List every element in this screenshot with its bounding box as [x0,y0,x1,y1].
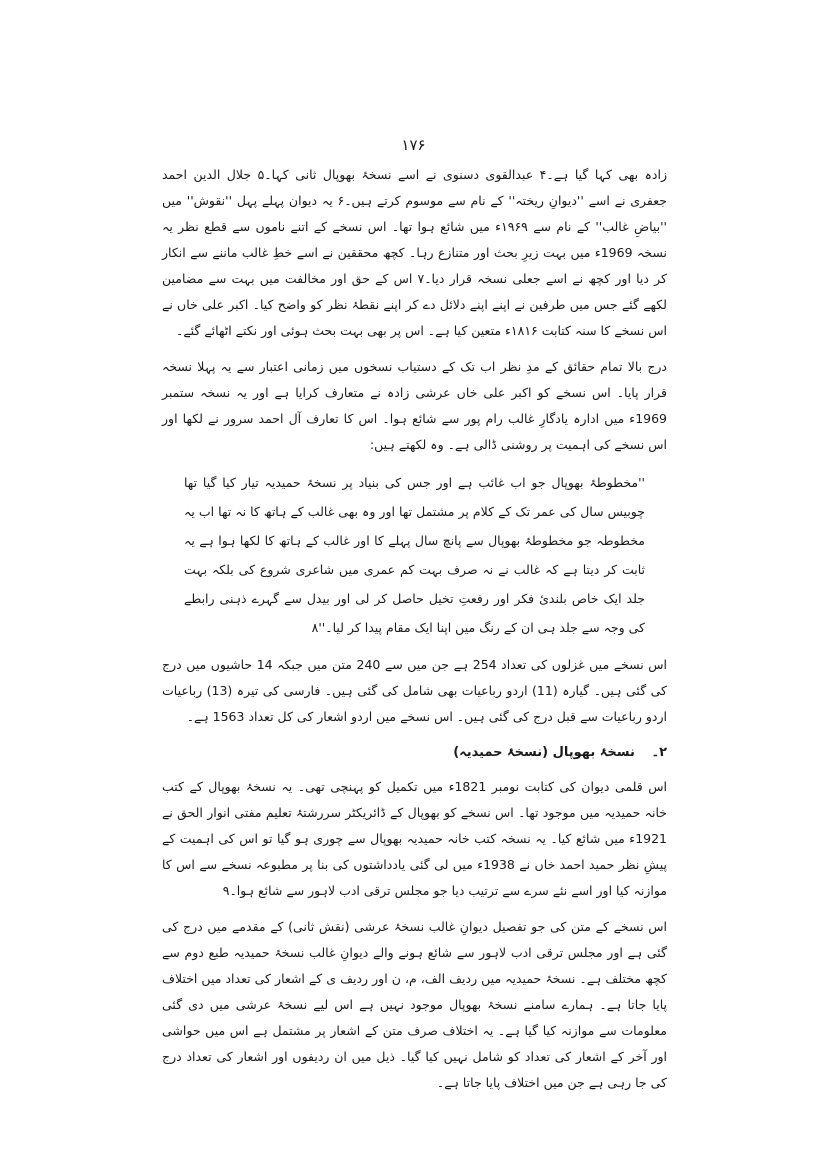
page-number: ۱۷۶ [401,136,426,154]
section-number: ۲۔ [651,745,667,760]
section-heading [162,740,667,766]
paragraph: درج بالا تمام حقائق کے مدِ نظر اب تک کے دستیاب نسخوں میں زمانی اعتبار سے یہ پہلا نسخہ قرار پایا۔ اس نسخے کو اکبر علی خاں عرشی زادہ نے متعارف کرایا ہے اور یہ نسخہ ستمبر 1969ء میں ادارہ یادگارِ غالب رام پور سے شائع ہوا۔ اس کا تعارف آل احمد سرور نے لکھا اور اس نسخے کی اہمیت پر روشنی ڈالی ہے۔ وہ لکھتے ہیں: [162,359,667,452]
page-body [162,162,667,1106]
paragraph: اس نسخے میں غزلوں کی تعداد 254 ہے جن میں سے 240 متن میں جبکہ 14 حاشیوں میں درج کی گئی ہیں۔ گیارہ (11) اردو رباعیات بھی شامل کی گئی ہیں۔ فارسی کی تیرہ (13) رباعیات اردو رباعیات سے قبل درج کی گئی ہیں۔ اس نسخے میں اردو اشعار کی کل تعداد 1563 ہے۔ [162,657,668,724]
block-quote: ''مخطوطۂ بھوپال جو اب غائب ہے اور جس کی بنیاد پر نسخۂ حمیدیہ تیار کیا گیا تھا چوبیس سال کی عمر تک کے کلام پر مشتمل تھا اور وہ بھی غالب کے ہاتھ کا نہ تھا اب یہ مخطوطہ جو مخطوطۂ بھوپال سے پانچ سال پہلے کا اور غالب کے ہاتھ کا لکھا ہوا ہے یہ ثابت کر دیتا ہے کہ غالب نے نہ صرف بہت کم عمری میں شاعری شروع کی بلکہ بہت جلد ایک خاص بلندیٔ فکر اور رفعتِ تخیل حاصل کر لی اور بیدل سے گہرے ذہنی رابطے کی وجہ سے جلد ہی ان کے رنگ میں اپنا ایک مقام پیدا کر لیا۔''۸ [184,475,645,635]
section-title: نسخۂ بھوپال (نسخۂ حمیدیہ) [453,745,635,760]
paragraph: اس نسخے کے متن کی جو تفصیل دیوانِ غالب نسخۂ عرشی (نقش ثانی) کے مقدمے میں درج کی گئی ہے اور مجلس ترقی ادب لاہور سے شائع ہونے والے دیوانِ غالب نسخۂ حمیدیہ طبع دوم سے کچھ مختلف ہے۔ نسخۂ حمیدیہ میں ردیف الف، م، ن اور ردیف ی کے اشعار کی تعداد میں اختلاف پایا جاتا ہے۔ ہمارے سامنے نسخۂ بھوپال موجود نہیں ہے اس لیے نسخۂ عرشی میں دی گئی معلومات سے موازنہ کیا گیا ہے۔ یہ اختلاف صرف متن کے اشعار پر مشتمل ہے اس میں حواشی اور آخر کے اشعار کی تعداد کو شامل نہیں کیا گیا۔ ذیل میں ان ردیفوں اور اشعار کی تعداد درج کی جا رہی ہے جن میں اختلاف پایا جاتا ہے۔ [162,919,667,1090]
paragraph: زادہ بھی کہا گیا ہے۔۴ عبدالقوی دسنوی نے اسے نسخۂ بھوپال ثانی کہا۔۵ جلال الدین احمد جعفری نے اسے ''دیوانِ ریختہ'' کے نام سے موسوم کرتے ہیں۔۶ یہ دیوان پہلے پہل ''نقوش'' میں ''بیاضِ غالب'' کے نام سے ۱۹۶۹ء میں شائع ہوا تھا۔ اس نسخے کے اتنے ناموں سے قطع نظر یہ نسخہ 1969ء میں بہت زیرِ بحث اور متنازع رہا۔ کچھ محققین نے اسے خطِ غالب ماننے سے انکار کر دیا اور کچھ نے اسے جعلی نسخہ قرار دیا۔۷ اس کے حق اور مخالفت میں بہت سے مضامین لکھے گئے جس میں طرفین نے اپنے اپنے دلائل دے کر اپنے نقطۂ نظر کو واضح کیا۔ اکبر علی خاں نے اس نسخے کا سنہ کتابت ۱۸۱۶ء متعین کیا ہے۔ اس پر بھی بہت بحث ہوئی اور نکتے اٹھائے گئے۔ [162,167,667,338]
paragraph: اس قلمی دیوان کی کتابت نومبر 1821ء میں تکمیل کو پہنچی تھی۔ یہ نسخۂ بھوپال کے کتب خانہ حمیدیہ میں موجود تھا۔ اس نسخے کو بھوپال کے ڈائریکٹر سررشتۂ تعلیم مفتی انوار الحق نے 1921ء میں شائع کیا۔ یہ نسخہ کتب خانہ حمیدیہ بھوپال سے چوری ہو گیا تو اس کی اہمیت کے پیشِ نظر حمید احمد خاں نے 1938ء میں لی گئی یادداشتوں کی بنا پر مطبوعہ نسخے سے اس کا موازنہ کیا اور اسے نئے سرے سے ترتیب دیا جو مجلس ترقی ادب لاہور سے شائع ہوا۔۹ [162,779,667,898]
